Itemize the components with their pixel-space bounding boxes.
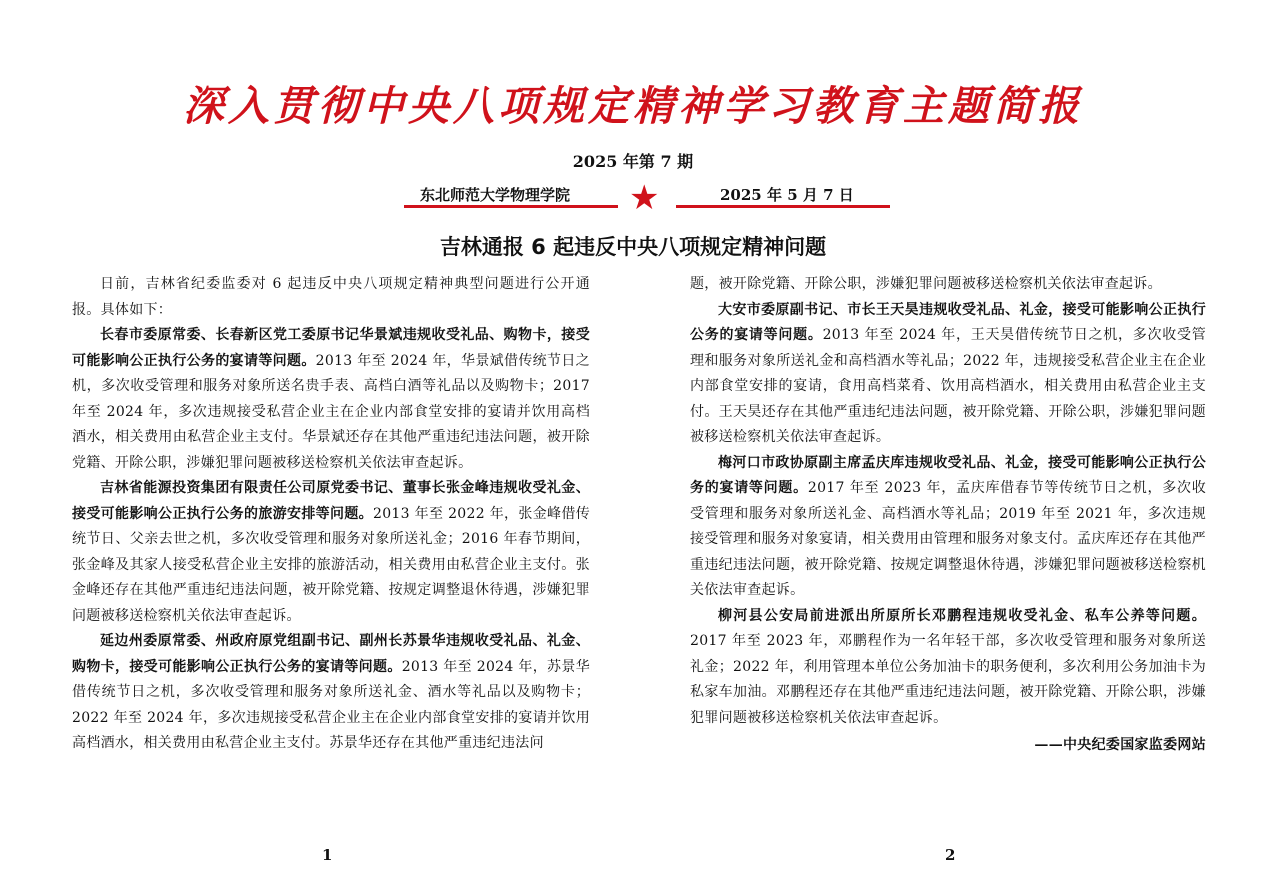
- case-title: 大安市委原副书记、市长王天昊违规收受礼品、礼金，接受可能影响公正执行公务的宴请等问题。: [690, 301, 1206, 343]
- case-body: 2017 年至 2023 年，邓鹏程作为一名年轻干部，多次收受管理和服务对象所送礼金；2022 年，利用管理本单位公务加油卡的职务便利，多次利用公务加油卡为私家车加油。邓鹏程还存在其他严重违纪违法问题，被开除党籍、开除公职，涉嫌犯罪问题被移送检察机关依法审查起诉。: [690, 633, 1206, 726]
- case-paragraph: [690, 451, 1206, 604]
- right-column: [690, 272, 1206, 759]
- case-title: 柳河县公安局前进派出所原所长邓鹏程违规收受礼金、私车公养等问题。: [718, 607, 1206, 624]
- case-continuation: 题，被开除党籍、开除公职，涉嫌犯罪问题被移送检察机关依法审查起诉。: [690, 276, 1162, 292]
- case-paragraph: [690, 298, 1206, 451]
- case-title: 长春市委原常委、长春新区党工委原书记华景斌违规收受礼品、购物卡，接受可能影响公正执行公务的宴请等问题。: [72, 327, 590, 369]
- case-title: 梅河口市政协原副主席孟庆库违规收受礼品、礼金，接受可能影响公正执行公务的宴请等问题。: [690, 454, 1206, 496]
- case-paragraph: [72, 476, 590, 629]
- case-paragraph: [72, 629, 590, 757]
- red-star-icon: ★: [629, 178, 660, 218]
- intro-paragraph: 日前，吉林省纪委监委对 6 起违反中央八项规定精神典型问题进行公开通报。具体如下：: [72, 276, 590, 318]
- case-paragraph: [690, 604, 1206, 732]
- page-number-left: 1: [322, 846, 333, 864]
- case-body: 2013 年至 2024 年，王天昊借传统节日之机，多次收受管理和服务对象所送礼金和高档酒水等礼品；2022 年，违规接受私营企业主在企业内部食堂安排的宴请，食用高档菜肴、饮用高档酒水，相关费用由私营企业主支付。王天昊还存在其他严重违纪违法问题，被开除党籍、开除公职，涉嫌犯罪问题被移送检察机关依法审查起诉。: [690, 327, 1206, 445]
- case-body: 2017 年至 2023 年，孟庆库借春节等传统节日之机，多次收受管理和服务对象所送礼金、高档酒水等礼品；2019 年至 2021 年，多次违规接受管理和服务对象宴请，相关费用由管理和服务对象支付。孟庆库还存在其他严重违纪违法问题，被开除党籍、按规定调整退休待遇，涉嫌犯罪问题被移送检察机关依法审查起诉。: [690, 480, 1206, 598]
- publisher-name: 东北师范大学物理学院: [420, 186, 571, 204]
- masthead-title: 深入贯彻中央八项规定精神学习教育主题简报: [183, 82, 1083, 130]
- source-attribution: ——中央纪委国家监委网站: [1034, 737, 1206, 753]
- case-body: 2013 年至 2022 年，张金峰借传统节日、父亲去世之机，多次收受管理和服务对象所送礼金；2016 年春节期间，张金峰及其家人接受私营企业主安排的旅游活动，相关费用由私营企业主支付。张金峰还存在其他严重违纪违法问题，被开除党籍、按规定调整退休待遇，涉嫌犯罪问题被移送检察机关依法审查起诉。: [72, 505, 590, 624]
- case-body: 2013 年至 2024 年，华景斌借传统节日之机，多次收受管理和服务对象所送名贵手表、高档白酒等礼品以及购物卡；2017 年至 2024 年，多次违规接受私营企业主在企业内部食堂安排的宴请并饮用高档酒水，相关费用由私营企业主支付。华景斌还存在其他严重违纪违法问题，被开除党籍、开除公职，涉嫌犯罪问题被移送检察机关依法审查起诉。: [72, 352, 590, 471]
- page-number-right: 2: [945, 846, 956, 864]
- red-divider-left: [404, 205, 618, 208]
- issue-number: 2025 年第 7 期: [572, 152, 694, 171]
- left-column: [72, 272, 590, 757]
- case-body: 2013 年至 2024 年，苏景华借传统节日之机，多次收受管理和服务对象所送礼金、酒水等礼品以及购物卡；2022 年至 2024 年，多次违规接受私营企业主在企业内部食堂安排的宴请并饮用高档酒水，相关费用由私营企业主支付。苏景华还存在其他严重违纪违法问: [72, 658, 590, 751]
- red-divider-right: [676, 205, 890, 208]
- case-title: 延边州委原常委、州政府原党组副书记、副州长苏景华违规收受礼品、礼金、购物卡，接受可能影响公正执行公务的宴请等问题。: [72, 633, 590, 675]
- issue-date: 2025 年 5 月 7 日: [720, 186, 854, 204]
- case-paragraph: [72, 323, 590, 476]
- case-title: 吉林省能源投资集团有限责任公司原党委书记、董事长张金峰违规收受礼金、接受可能影响公正执行公务的旅游安排等问题。: [72, 480, 590, 522]
- article-headline: 吉林通报 6 起违反中央八项规定精神问题: [439, 235, 827, 259]
